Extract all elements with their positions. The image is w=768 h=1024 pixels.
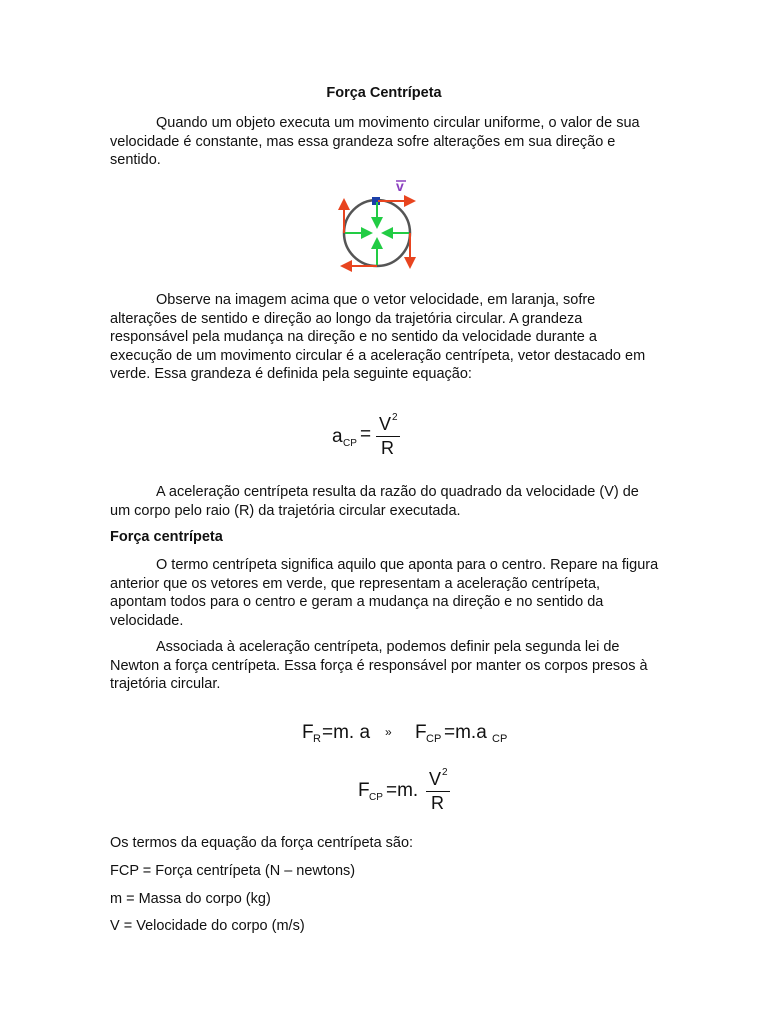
centripetal-acceleration-equation — [332, 414, 452, 460]
eq3-fraction-bar — [426, 791, 450, 792]
eq2-acceleration-subscript: CP — [492, 733, 508, 745]
paragraph-centripeta-meaning-text: O termo centrípeta significa aquilo que aponta para o centro. Repare na figura anterior que os vetores em verde, que representam a aceleração centrípeta, apontam todos para o centro e geram a mudança na direção e no sentido da velocidade. — [110, 557, 659, 629]
centripetal-force-equation — [358, 768, 478, 816]
section-heading: Força centrípeta — [110, 529, 223, 545]
eq3-force-subscript: CP — [369, 792, 383, 803]
newton-second-law-equation — [302, 722, 522, 752]
eq2-force-resultant: F — [302, 722, 314, 743]
eq1-equals: = — [360, 424, 372, 445]
paragraph-intro — [110, 114, 660, 170]
circular-motion-figure — [336, 178, 420, 274]
term-item: V = Velocidade do corpo (m/s) — [110, 918, 305, 934]
eq2-force-centripetal: F — [415, 722, 427, 743]
eq3-numerator: V — [429, 769, 442, 789]
paragraph-newton-law — [110, 638, 660, 694]
eq2-force-resultant-subscript: R — [313, 733, 321, 745]
eq2-force-centripetal-subscript: CP — [426, 733, 442, 745]
eq1-numerator-exponent: 2 — [392, 412, 398, 423]
eq3-force: F — [358, 780, 370, 801]
eq2-implies-symbol: » — [385, 725, 392, 739]
eq1-denominator: R — [381, 438, 394, 458]
terms-intro: Os termos da equação da força centrípeta são: — [110, 835, 414, 851]
eq3-numerator-exponent: 2 — [442, 767, 448, 778]
paragraph-observation — [110, 291, 660, 384]
eq1-lhs: a — [332, 426, 343, 447]
eq3-denominator: R — [431, 793, 444, 813]
circular-motion-diagram — [336, 178, 420, 274]
term-item: FCP = Força centrípeta (N – newtons) — [110, 863, 356, 879]
velocity-label: v — [396, 178, 404, 194]
eq1-numerator: V — [379, 414, 392, 434]
paragraph-acceleration-definition-text: A aceleração centrípeta resulta da razão do quadrado da velocidade (V) de um corpo pelo raio (R) da trajetória circular executada. — [110, 484, 639, 519]
paragraph-observation-text: Observe na imagem acima que o vetor velocidade, em laranja, sofre alterações de sentido e direção ao longo da trajetória circular. A grandeza responsável pela mudança na direção e no sentido da velocidade durante a execução de um movimento circular é a aceleração centrípeta, vetor destacado em verde. Essa grandeza é definida pela seguinte equação: — [110, 292, 646, 382]
eq2-resultant-rhs: =m. a — [322, 722, 371, 743]
paragraph-centripeta-meaning — [110, 556, 660, 630]
paragraph-acceleration-definition — [110, 483, 660, 520]
term-item: m = Massa do corpo (kg) — [110, 891, 271, 907]
eq3-rhs: =m. — [386, 780, 419, 801]
paragraph-newton-law-text: Associada à aceleração centrípeta, podemos definir pela segunda lei de Newton a força centrípeta. Essa força é responsável por manter os corpos presos à trajetória circular. — [110, 639, 648, 692]
eq1-fraction-bar — [376, 436, 400, 437]
eq1-lhs-subscript: CP — [343, 438, 357, 449]
paragraph-intro-text: Quando um objeto executa um movimento circular uniforme, o valor de sua velocidade é constante, mas essa grandeza sofre alterações em sua direção e sentido. — [110, 115, 640, 168]
page-title: Força Centrípeta — [326, 85, 442, 101]
eq2-centripetal-rhs: =m.a — [444, 722, 487, 743]
